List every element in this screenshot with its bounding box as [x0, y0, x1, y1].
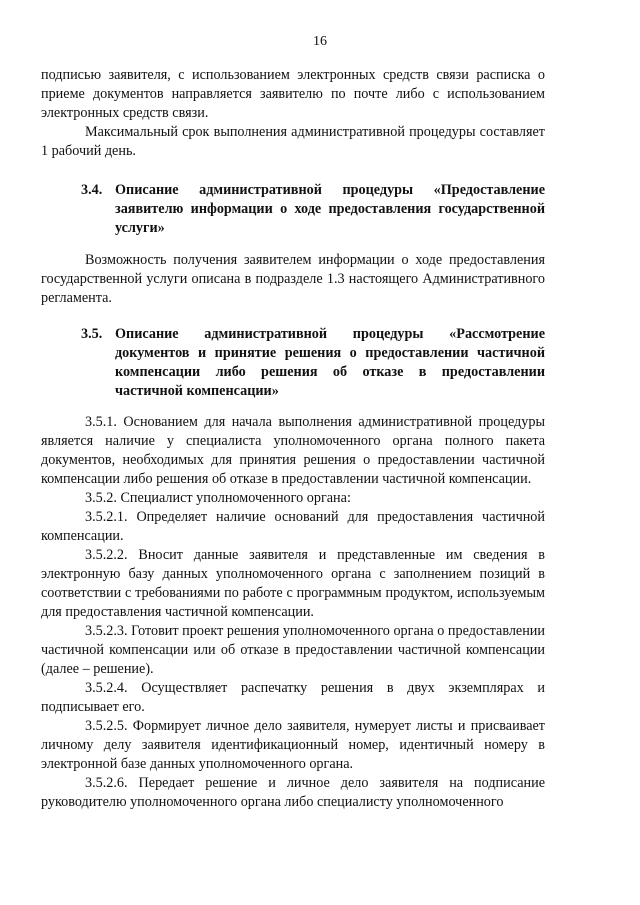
paragraph-3-5-2-3: 3.5.2.3. Готовит проект решения уполномоченного органа о предоставлении частичной компенсации или об отказе в предоставлении частичной компенсации (далее – решение). — [41, 623, 545, 677]
section-3-4-heading — [81, 181, 545, 238]
intro-paragraph-1: подписью заявителя, с использованием электронных средств связи расписка о приеме документов направляется заявителю по почте либо с использованием электронных средств связи. — [41, 67, 545, 121]
section-3-5-heading — [81, 325, 545, 401]
section-3-5-title: Описание административной процедуры «Рассмотрение документов и принятие решения о предоставлении частичной компенсации либо решения об отказе в предоставлении частичной компенсации» — [115, 326, 545, 399]
intro-paragraph-2: Максимальный срок выполнения административной процедуры составляет 1 рабочий день. — [41, 124, 545, 159]
page-number: 16 — [313, 34, 327, 49]
section-3-5-body — [41, 413, 545, 812]
paragraph-3-5-2-6: 3.5.2.6. Передает решение и личное дело заявителя на подписание руководителю уполномоченного органа либо специалисту уполномоченного — [41, 775, 545, 810]
paragraph-3-5-2: 3.5.2. Специалист уполномоченного органа: — [85, 490, 351, 506]
paragraph-3-5-2-4: 3.5.2.4. Осуществляет распечатку решения в двух экземплярах и подписывает его. — [41, 680, 545, 715]
section-3-4-title: Описание административной процедуры «Предоставление заявителю информации о ходе предоставления государственной услуги» — [115, 182, 545, 236]
section-3-4-number: 3.4. — [81, 182, 103, 198]
intro-block — [41, 66, 545, 161]
paragraph-3-5-1: 3.5.1. Основанием для начала выполнения административной процедуры является наличие у специалиста уполномоченного органа полного пакета документов, необходимых для принятия решения о предоставлении частичной компенсации либо решения об отказе в предоставлении частичной компенсации. — [41, 414, 545, 487]
section-3-4-text: Возможность получения заявителем информации о ходе предоставления государственной услуги описана в подразделе 1.3 настоящего Административного регламента. — [41, 252, 545, 306]
paragraph-3-5-2-1: 3.5.2.1. Определяет наличие оснований для предоставления частичной компенсации. — [41, 509, 545, 544]
paragraph-3-5-2-2: 3.5.2.2. Вносит данные заявителя и представленные им сведения в электронную базу данных уполномоченного органа с заполнением позиций в соответствии с требованиями по работе с программным продуктом, используемым для предоставления частичной компенсации. — [41, 547, 545, 620]
paragraph-3-5-2-5: 3.5.2.5. Формирует личное дело заявителя, нумерует листы и присваивает личному делу заявителя идентификационный номер, идентичный номеру в электронной базе данных уполномоченного органа. — [41, 718, 545, 772]
section-3-5-number: 3.5. — [81, 326, 103, 342]
section-3-4-body — [41, 251, 545, 308]
